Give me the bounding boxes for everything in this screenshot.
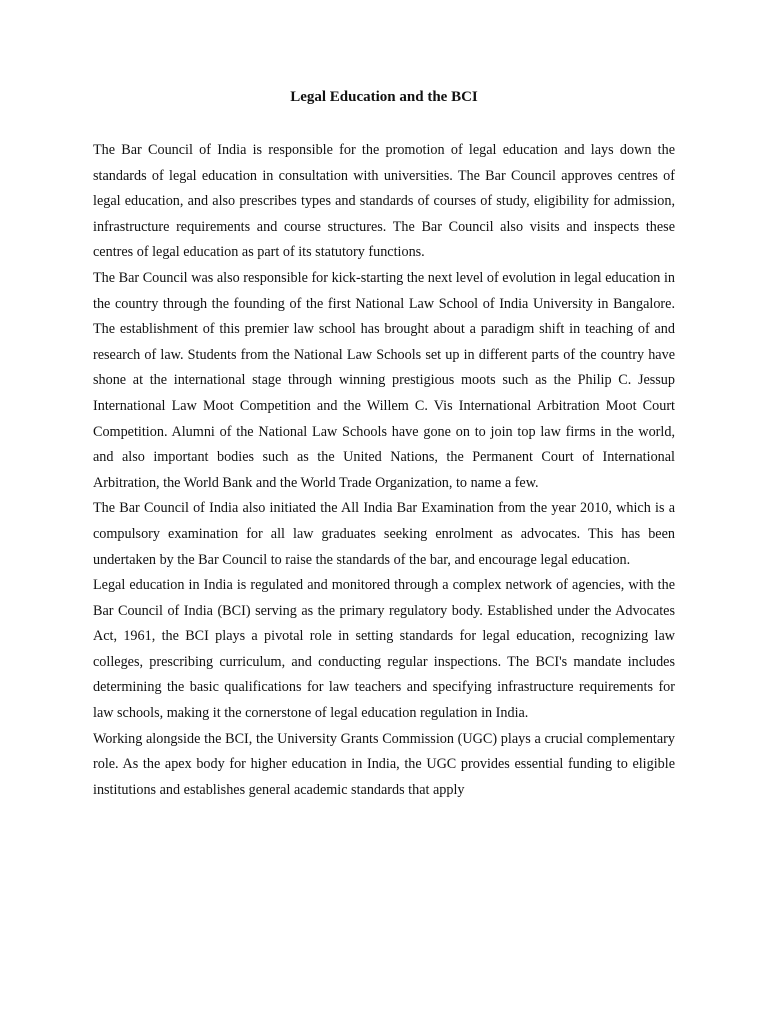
paragraph-national-law-school: The Bar Council was also responsible for kick-starting the next level of evolution in legal education in the country through the founding of the first National Law School of India University in Bangalore. The establishment of this premier law school has brought about a paradigm shift in teaching of and research of law. Students from the National Law Schools set up in different parts of the country have shone at the international stage through winning prestigious moots such as the Philip C. Jessup International Law Moot Competition and the Willem C. Vis International Arbitration Moot Court Competition. Alumni of the National Law Schools have gone on to join top law firms in the world, and also important bodies such as the United Nations, the Permanent Court of International Arbitration, the World Bank and the World Trade Organization, to name a few. bbox=[93, 269, 675, 491]
paragraph-ugc-role: Working alongside the BCI, the University Grants Commission (UGC) plays a crucial complementary role. As the apex body for higher education in India, the UGC provides essential funding to eligible institutions and establishes general academic standards that apply bbox=[93, 730, 675, 798]
paragraph-bar-examination: The Bar Council of India also initiated the All India Bar Examination from the year 2010, which is a compulsory examination for all law graduates seeking enrolment as advocates. This has been undertaken by the Bar Council to raise the standards of the bar, and encourage legal education. bbox=[93, 500, 675, 568]
document-body bbox=[93, 138, 675, 803]
paragraph-bci-responsibilities: The Bar Council of India is responsible for the promotion of legal education and lays down the standards of legal education in consultation with universities. The Bar Council approves centres of legal education, and also prescribes types and standards of courses of study, eligibility for admission, infrastructure requirements and course structures. The Bar Council also visits and inspects these centres of legal education as part of its statutory functions. bbox=[93, 142, 675, 261]
paragraph-regulation-network: Legal education in India is regulated and monitored through a complex network of agencies, with the Bar Council of India (BCI) serving as the primary regulatory body. Established under the Advocates Act, 1961, the BCI plays a pivotal role in setting standards for legal education, recognizing law colleges, prescribing curriculum, and conducting regular inspections. The BCI's mandate includes determining the basic qualifications for law teachers and specifying infrastructure requirements for law schools, making it the cornerstone of legal education regulation in India. bbox=[93, 577, 675, 722]
document-title: Legal Education and the BCI bbox=[290, 89, 478, 105]
